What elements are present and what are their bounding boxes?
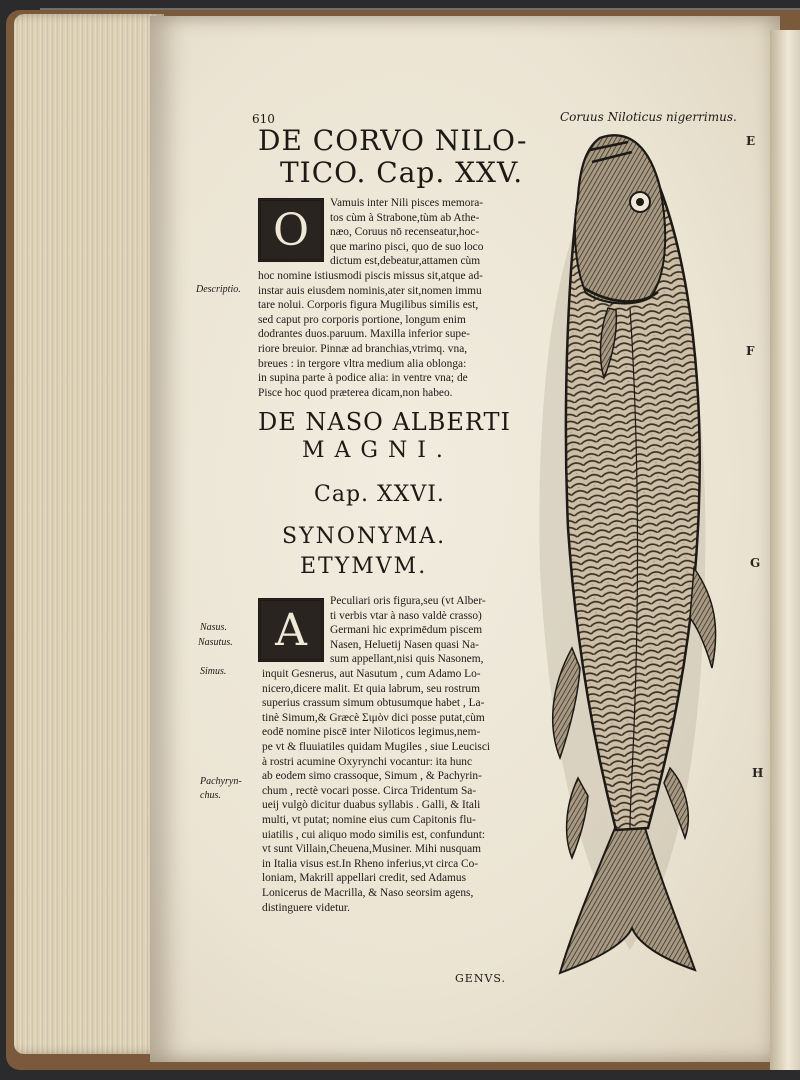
facing-page-edge [770,30,800,1070]
text-line: eodē nomine piscē inter Niloticos legimus,nem- [262,726,481,739]
margin-note-nasus: Nasus. [200,622,227,633]
text-line: ueij vulgò dicitur duabus syllabis . Galli, & Itali [262,799,481,812]
text-line: ti verbis vtar à naso valdè crasso) [330,609,482,622]
text-line: in supina parte à podice alia: in ventre vna; de [258,372,468,385]
text-line: riore breuior. Pinnæ ad branchias,vtrimq. vna, [258,342,468,355]
page-number: 610 [252,112,275,126]
margin-note-nasutus: Nasutus. [198,637,233,648]
text-line: Vamuis inter Nili pisces memora- [330,197,484,209]
drop-cap-initial: A [258,598,324,662]
text-line: chum , rectè vocari posse. Circa Tridentum Sa- [262,784,477,797]
margin-marker-h: H [752,766,764,780]
text-line: distinguere videtur. [262,901,350,914]
section2-body [262,667,490,915]
chapter-number: Cap. XXVI. [314,482,445,507]
margin-note-pachyrynchus-cont: chus. [200,790,221,801]
text-line: que marino pisci, quo de suo loco [330,240,484,253]
margin-note-descriptio: Descriptio. [196,284,241,295]
text-line: à rostri acumine Oxyrynchi vocantur: ita hunc [262,755,473,768]
text-line: Pisce hoc quod præterea dicam,non habeo. [258,386,453,399]
text-line: dodrantes duos.paruum. Maxilla inferior supe- [258,328,470,341]
section1-body-indented [330,196,483,269]
text-line: sed caput pro corporis portione, longum enim [258,313,466,326]
text-line: loniam, Makrill appellari credit, sed Adamus [262,872,467,885]
catchword: GENVS. [455,972,507,985]
text-line: instar auis eiusdem nominis,ater sit,nomen immu [258,284,482,297]
chapter-heading-line2: TICO. Cap. XXV. [280,156,524,189]
section1-body [258,269,483,400]
drop-cap-initial: O [258,198,324,262]
text-line: dictum est,debeatur,attamen cùm [330,255,481,268]
text-line: tos cùm à Strabone,tùm ab Athe- [330,211,480,224]
text-line: sum appellant,nisi quis Nasonem, [330,653,484,666]
text-line: inquit Gesnerus, aut Nasutum , cum Adamo Lo- [262,668,481,680]
margin-marker-g: G [750,556,761,570]
margin-marker-f: F [746,344,755,358]
text-line: in Italia visus est.In Rheno inferius,vt circa Co- [262,857,479,870]
text-line: næo, Coruus nō recenseatur,hoc- [330,226,480,239]
text-line: Peculiari oris figura,seu (vt Alber- [330,595,486,607]
fish-woodcut-illustration [520,128,730,978]
text-line: tinè Simum,& Græcè Σιμὸν dici posse putat,cùm [262,711,485,724]
text-line: tare nolui. Corporis figura Mugilibus similis est, [258,299,479,312]
running-head: Coruus Niloticus nigerrimus. [560,110,737,124]
chapter-heading-line2: MAGNI. [302,438,453,463]
subheading-synonyma: SYNONYMA. [282,524,447,549]
page-stack-edges [14,14,164,1054]
text-line: uiatilis , cui aliquo modo similis est, confundunt: [262,828,486,841]
text-line: Nasen, Heluetij Nasen quasi Na- [330,638,479,651]
chapter-heading-line1: DE NASO ALBERTI [258,408,512,436]
text-line: superius crassum simum obtusumque habet , La- [262,697,485,710]
margin-note-simus: Simus. [200,666,227,677]
text-line: pe vt & fluuiatiles quidam Mugiles , siue Leucisci [262,740,491,753]
chapter-heading-line1: DE CORVO NILO- [258,124,528,157]
text-line: Lonicerus de Macrilla, & Naso seorsim agens, [262,886,474,899]
text-line: nicero,dicere malit. Et quia labrum, seu rostrum [262,682,480,695]
subheading-etymum: ETYMVM. [300,554,428,579]
margin-marker-e: E [746,134,756,148]
text-line: breues : in tergore vltra medium alia oblonga: [258,357,467,370]
text-line: vt sunt Villain,Cheuena,Musiner. Mihi nusquam [262,843,481,856]
margin-note-pachyrynchus: Pachyryn- [200,776,242,787]
text-line: Germani hic exprimēdum piscem [330,624,483,637]
section2-body-indented [330,594,486,667]
text-line: hoc nomine istiusmodi piscis missus sit,atque ad- [258,270,483,282]
text-line: ab eodem simo crassoque, Simum , & Pachyrin- [262,770,482,783]
text-line: multi, vt putat; nomine eius cum Capitonis flu- [262,813,476,826]
